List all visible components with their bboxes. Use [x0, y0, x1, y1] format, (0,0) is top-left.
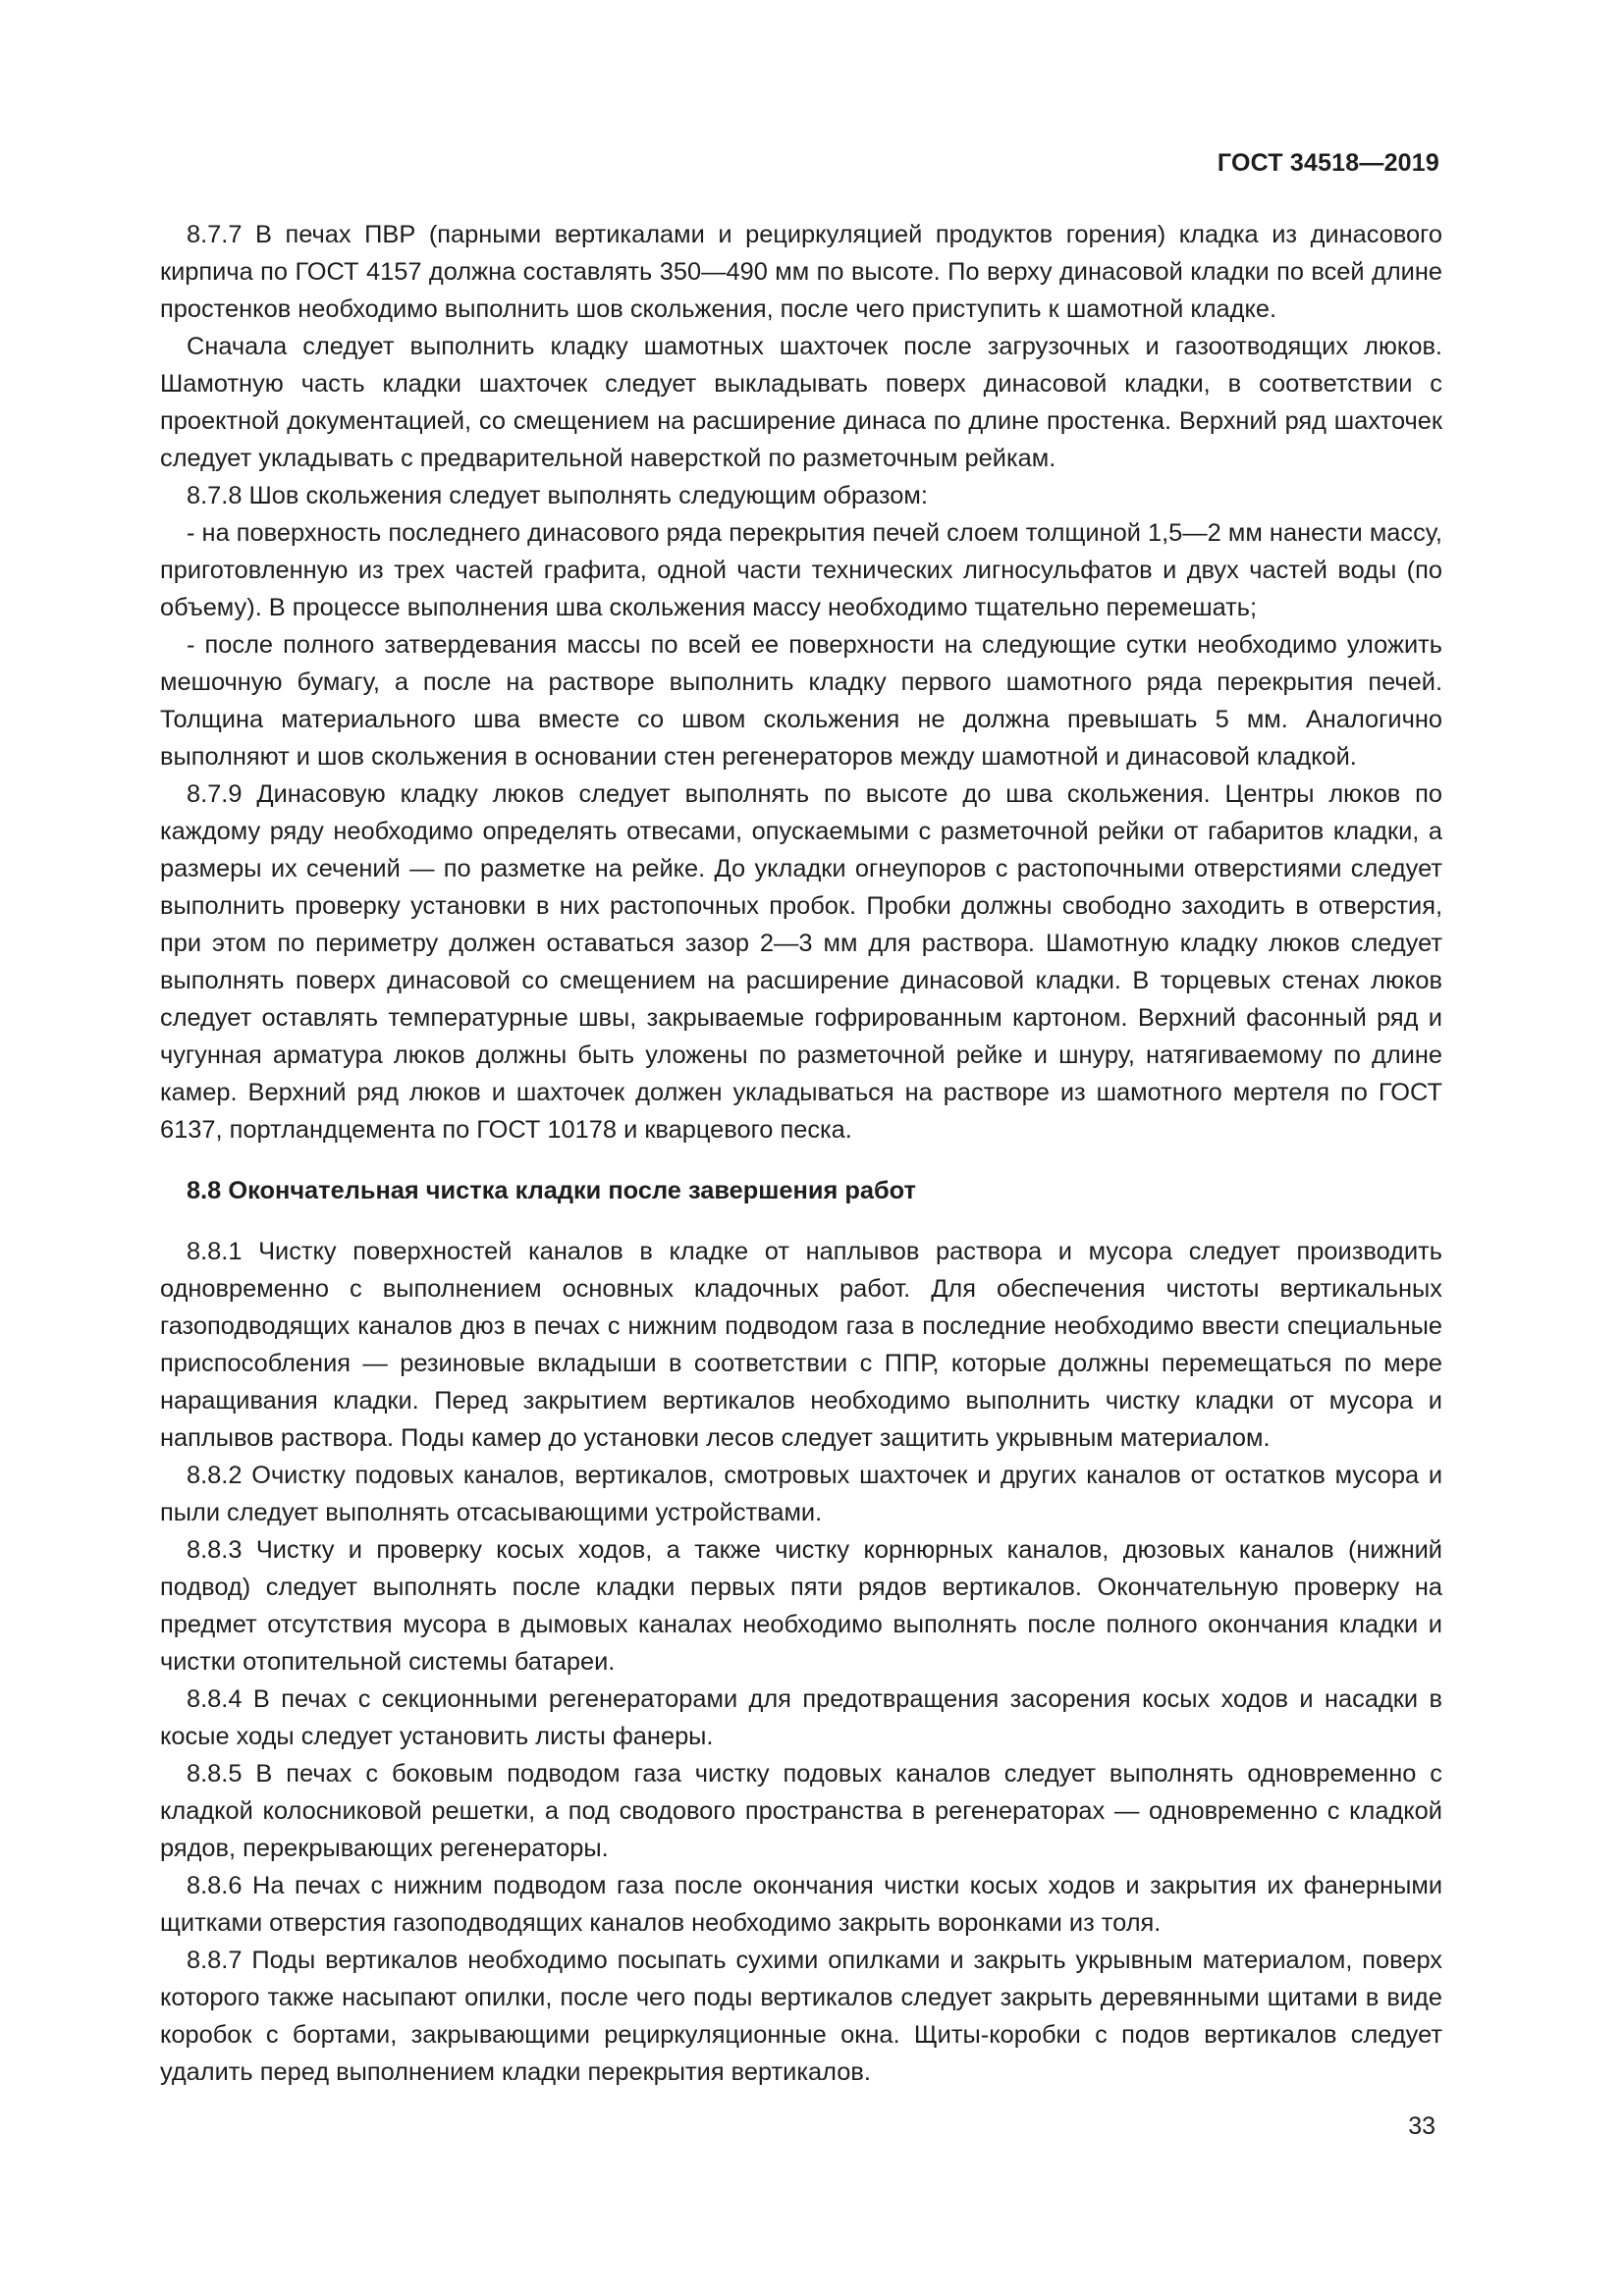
- section-heading-8-8: 8.8 Окончательная чистка кладки после завершения работ: [187, 1177, 916, 1204]
- paragraph-8-8-7: 8.8.7 Поды вертикалов необходимо посыпать сухими опилками и закрыть укрывным материалом, поверх которого также насыпают опилки, после чего поды вертикалов следует закрыть деревянными щитами в виде коробок с бортами, закрывающими рециркуляционные окна. Щиты-коробки с подов вертикалов следует удалить перед выполнением кладки перекрытия вертикалов.: [160, 1947, 1442, 2086]
- paragraph-8-8-2: 8.8.2 Очистку подовых каналов, вертикалов, смотровых шахточек и других каналов от остатков мусора и пыли следует выполнять отсасывающими устройствами.: [160, 1462, 1442, 1526]
- paragraph-8-7-7-continued: Сначала следует выполнить кладку шамотных шахточек после загрузочных и газоотводящих люков. Шамотную часть кладки шахточек следует выкладывать поверх динасовой кладки, в соответствии с проектной документацией, со смещением на расширение динаса по длине простенка. Верхний ряд шахточек следует укладывать с предварительной наверсткой по разметочным рейкам.: [160, 333, 1442, 472]
- list-item-paper-laying: - после полного затвердевания массы по всей ее поверхности на следующие сутки необходимо уложить мешочную бумагу, а после на растворе выполнить кладку первого шамотного ряда перекрытия печей. Толщина материального шва вместе со швом скольжения не должна превышать 5 мм. Аналогично выполняют и шов скольжения в основании стен регенераторов между шамотной и динасовой кладкой.: [160, 631, 1442, 771]
- paragraph-8-7-9: 8.7.9 Динасовую кладку люков следует выполнять по высоте до шва скольжения. Центры люков по каждому ряду необходимо определять отвесами, опускаемыми с разметочной рейки от габаритов кладки, а размеры их сечений — по разметке на рейке. До укладки огнеупоров с растопочными отверстиями следует выполнить проверку установки в них растопочных пробок. Пробки должны свободно заходить в отверстия, при этом по периметру должен оставаться зазор 2—3 мм для раствора. Шамотную кладку люков следует выполнять поверх динасовой со смещением на расширение динасовой кладки. В торцевых стенах люков следует оставлять температурные швы, закрываемые гофрированным картоном. Верхний фасонный ряд и чугунная арматура люков должны быть уложены по разметочной рейке и шнуру, натягиваемому по длине камер. Верхний ряд люков и шахточек должен укладываться на растворе из шамотного мертеля по ГОСТ 6137, портландцемента по ГОСТ 10178 и кварцевого песка.: [160, 780, 1442, 1144]
- paragraph-8-8-5: 8.8.5 В печах с боковым подводом газа чистку подовых каналов следует выполнять одновременно с кладкой колосниковой решетки, а под сводового пространства в регенераторах — одновременно с кладкой рядов, перекрывающих регенераторы.: [160, 1760, 1442, 1862]
- paragraph-8-8-4: 8.8.4 В печах с секционными регенераторами для предотвращения засорения косых ходов и насадки в косые ходы следует установить листы фанеры.: [160, 1685, 1442, 1750]
- paragraph-8-8-6: 8.8.6 На печах с нижним подводом газа после окончания чистки косых ходов и закрытия их фанерными щитками отверстия газоподводящих каналов необходимо закрыть воронками из толя.: [160, 1872, 1442, 1937]
- paragraph-8-7-8: 8.7.8 Шов скольжения следует выполнять следующим образом:: [187, 482, 928, 509]
- list-item-mass-application: - на поверхность последнего динасового ряда перекрытия печей слоем толщиной 1,5—2 мм нанести массу, приготовленную из трех частей графита, одной части технических лигносульфатов и двух частей воды (по объему). В процессе выполнения шва скольжения массу необходимо тщательно перемешать;: [160, 519, 1442, 621]
- paragraph-8-8-3: 8.8.3 Чистку и проверку косых ходов, а также чистку корнюрных каналов, дюзовых каналов (нижний подвод) следует выполнять после кладки первых пяти рядов вертикалов. Окончательную проверку на предмет отсутствия мусора в дымовых каналах необходимо выполнять после полного окончания кладки и чистки отопительной системы батареи.: [160, 1536, 1442, 1676]
- page-number: 33: [1408, 2112, 1435, 2140]
- document-id-header: ГОСТ 34518—2019: [1217, 149, 1439, 177]
- document-body: [160, 216, 1442, 2091]
- paragraph-8-7-7: 8.7.7 В печах ПВР (парными вертикалами и рециркуляцией продуктов горения) кладка из динасового кирпича по ГОСТ 4157 должна составлять 350—490 мм по высоте. По верху динасовой кладки по всей длине простенков необходимо выполнить шов скольжения, после чего приступить к шамотной кладке.: [160, 221, 1442, 323]
- paragraph-8-8-1: 8.8.1 Чистку поверхностей каналов в кладке от наплывов раствора и мусора следует производить одновременно с выполнением основных кладочных работ. Для обеспечения чистоты вертикальных газоподводящих каналов дюз в печах с нижним подводом газа в последние необходимо ввести специальные приспособления — резиновые вкладыши в соответствии с ППР, которые должны перемещаться по мере наращивания кладки. Перед закрытием вертикалов необходимо выполнить чистку кладки от мусора и наплывов раствора. Поды камер до установки лесов следует защитить укрывным материалом.: [160, 1238, 1442, 1452]
